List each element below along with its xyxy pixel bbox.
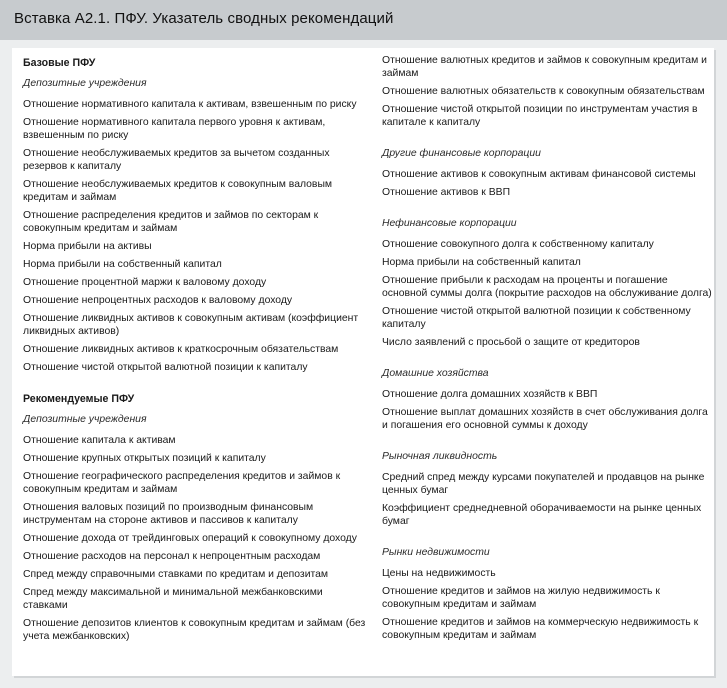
- group-spacer: [382, 354, 712, 365]
- list-item: Отношение активов к совокупным активам финансовой системы: [382, 169, 696, 180]
- list-item: Отношение процентной маржи к валовому доходу: [23, 277, 267, 288]
- list-item: Отношение ликвидных активов к совокупным активам (коэффициент ликвидных активов): [23, 313, 359, 337]
- list-item: Отношение активов к ВВП: [382, 187, 511, 198]
- group-spacer: [382, 533, 712, 544]
- list-item: Отношение необслуживаемых кредитов за вычетом созданных резервов к капиталу: [23, 148, 330, 172]
- list-item: Отношение крупных открытых позиций к капиталу: [23, 453, 266, 464]
- list-item: Отношение ликвидных активов к краткосрочным обязательствам: [23, 344, 339, 355]
- list-item: Число заявлений с просьбой о защите от кредиторов: [382, 337, 640, 348]
- list-item: Отношение нормативного капитала к активам, взвешенным по риску: [23, 99, 357, 110]
- list-item: Отношение депозитов клиентов к совокупным кредитам и займам (без учета межбанковских): [23, 618, 366, 642]
- list-item: Спред между справочными ставками по кредитам и депозитам: [23, 569, 329, 580]
- list-item: Норма прибыли на собственный капитал: [23, 259, 222, 270]
- list-item: Цены на недвижимость: [382, 568, 496, 579]
- list-item: Отношение дохода от трейдинговых операций к совокупному доходу: [23, 533, 357, 544]
- list-item: Отношение распределения кредитов и займов по секторам к совокупным кредитам и займам: [23, 210, 319, 234]
- list-item: Отношение валютных обязательств к совокупным обязательствам: [382, 86, 705, 97]
- list-item: Отношение чистой открытой позиции по инструментам участия в капитале к капиталу: [382, 104, 698, 128]
- section-title-basic: Базовые ПФУ: [23, 57, 96, 69]
- header-bar: [0, 0, 727, 40]
- group-title-real-estate: Рынки недвижимости: [382, 547, 490, 558]
- households-list: [382, 388, 712, 432]
- group-title-households: Домашние хозяйства: [382, 368, 489, 379]
- list-item: Отношение непроцентных расходов к валовому доходу: [23, 295, 293, 306]
- list-item: Отношение нормативного капитала первого уровня к активам, взвешенным по риску: [23, 117, 326, 141]
- list-item: Отношение выплат домашних хозяйств в счет обслуживания долга и погашения его основной суммы к доходу: [382, 407, 708, 431]
- list-item: Норма прибыли на активы: [23, 241, 152, 252]
- recommended-list: [23, 434, 369, 643]
- list-item: Отношение чистой открытой валютной позиции к капиталу: [23, 362, 308, 373]
- list-item: Отношения валовых позиций по производным финансовым инструментам на стороне активов и пассивов к капиталу: [23, 502, 314, 526]
- list-item: Норма прибыли на собственный капитал: [382, 257, 581, 268]
- group-title-nonfinancial: Нефинансовые корпорации: [382, 218, 517, 229]
- other-financial-list: [382, 168, 712, 199]
- list-item: Отношение расходов на персонал к непроцентным расходам: [23, 551, 321, 562]
- group-title-market-liquidity: Рыночная ликвидность: [382, 451, 498, 462]
- list-item: Коэффициент среднедневной оборачиваемости на рынке ценных бумаг: [382, 503, 702, 527]
- section-title-recommended: Рекомендуемые ПФУ: [23, 393, 135, 405]
- header-divider: [0, 40, 727, 44]
- list-item: Средний спред между курсами покупателей и продавцов на рынке ценных бумаг: [382, 472, 705, 496]
- group-title-deposit-recommended: Депозитные учреждения: [23, 414, 147, 425]
- group-title-deposit-basic: Депозитные учреждения: [23, 78, 147, 89]
- list-item: Отношение валютных кредитов и займов к совокупным кредитам и займам: [382, 55, 707, 79]
- group-spacer: [382, 204, 712, 215]
- list-item: Отношение географического распределения кредитов и займов к совокупным кредитам и займам: [23, 471, 341, 495]
- page-title: Вставка А2.1. ПФУ. Указатель сводных рекомендаций: [14, 10, 394, 27]
- list-item: Отношение необслуживаемых кредитов к совокупным валовым кредитам и займам: [23, 179, 333, 203]
- nonfinancial-list: [382, 238, 712, 349]
- list-item: Отношение капитала к активам: [23, 435, 176, 446]
- group-spacer: [382, 437, 712, 448]
- list-item: Отношение прибыли к расходам на проценты и погашение основной суммы долга (покрытие расходов на обслуживание долга): [382, 275, 712, 299]
- deposit-continued-list: [382, 54, 712, 129]
- list-item: Отношение совокупного долга к собственному капиталу: [382, 239, 654, 250]
- basic-list: [23, 98, 369, 374]
- list-item: Отношение чистой открытой валютной позиции к собственному капиталу: [382, 306, 691, 330]
- list-item: Отношение кредитов и займов на жилую недвижимость к совокупным кредитам и займам: [382, 586, 660, 610]
- market-liquidity-list: [382, 471, 712, 528]
- group-title-other-financial: Другие финансовые корпорации: [382, 148, 541, 159]
- list-item: Спред между максимальной и минимальной межбанковскими ставками: [23, 587, 323, 611]
- content-panel: [12, 48, 714, 676]
- list-item: Отношение долга домашних хозяйств к ВВП: [382, 389, 598, 400]
- group-spacer: [382, 134, 712, 145]
- section-spacer: [23, 379, 369, 390]
- right-column: [382, 54, 712, 647]
- real-estate-list: [382, 567, 712, 642]
- left-column: [23, 54, 369, 648]
- list-item: Отношение кредитов и займов на коммерческую недвижимость к совокупным кредитам и займам: [382, 617, 699, 641]
